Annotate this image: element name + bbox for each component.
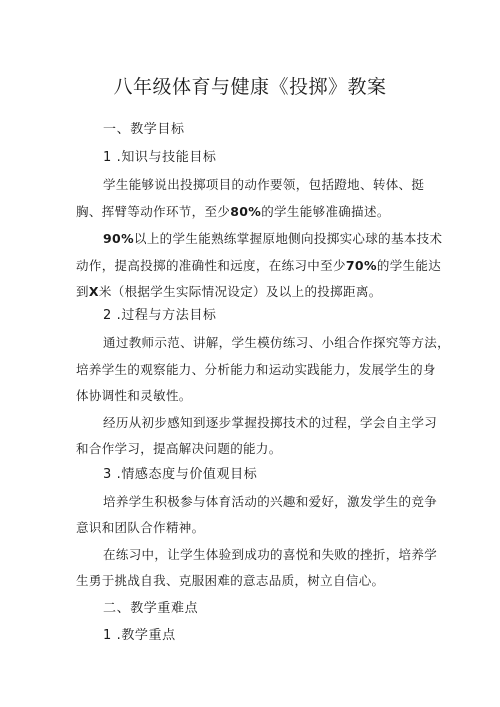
paragraph-line: 生勇于挑战自我、克服困难的意志品质，树立自信心。 xyxy=(76,573,385,588)
section-heading-key-difficulties: 二、教学重难点 xyxy=(103,601,199,616)
paragraph-line: 经历从初步感知到逐步掌握投掷技术的过程，学会自主学习 xyxy=(103,415,438,430)
paragraph-line: 胸、挥臂等动作环节，至少80%的学生能够准确描述。 xyxy=(76,204,390,219)
paragraph-line: 培养学生的观察能力、分析能力和运动实践能力，发展学生的身 xyxy=(76,362,436,377)
paragraph-line: 通过教师示范、讲解，学生模仿练习、小组合作探究等方法， xyxy=(103,335,450,350)
subheading-process-methods: 2 .过程与方法目标 xyxy=(103,308,217,323)
paragraph-line: 体协调性和灵敏性。 xyxy=(76,388,192,403)
paragraph-line: 学生能够说出投掷项目的动作要领，包括蹬地、转体、挺 xyxy=(103,177,425,192)
subheading-knowledge-skills: 1 .知识与技能目标 xyxy=(103,150,217,165)
paragraph-line: 培养学生积极参与体育活动的兴趣和爱好，激发学生的竞争 xyxy=(103,494,438,509)
paragraph-line: 在练习中，让学生体验到成功的喜悦和失败的挫折，培养学 xyxy=(103,547,438,562)
paragraph-line: 动作，提高投掷的准确性和远度，在练习中至少70%的学生能达 xyxy=(76,258,442,273)
paragraph-line: 意识和团队合作精神。 xyxy=(76,520,205,535)
subheading-emotion-values: 3 .情感态度与价值观目标 xyxy=(103,467,258,482)
paragraph-line: 90%以上的学生能熟练掌握原地侧向投掷实心球的基本技术 xyxy=(103,231,443,246)
section-heading-teaching-goals: 一、教学目标 xyxy=(103,122,185,137)
paragraph-line: 到X米（根据学生实际情况设定）及以上的投掷距离。 xyxy=(76,284,382,299)
paragraph-line: 和合作学习，提高解决问题的能力。 xyxy=(76,441,282,456)
subheading-teaching-focus: 1 .教学重点 xyxy=(103,628,176,643)
document-title: 八年级体育与健康《投掷》教案 xyxy=(113,76,387,98)
